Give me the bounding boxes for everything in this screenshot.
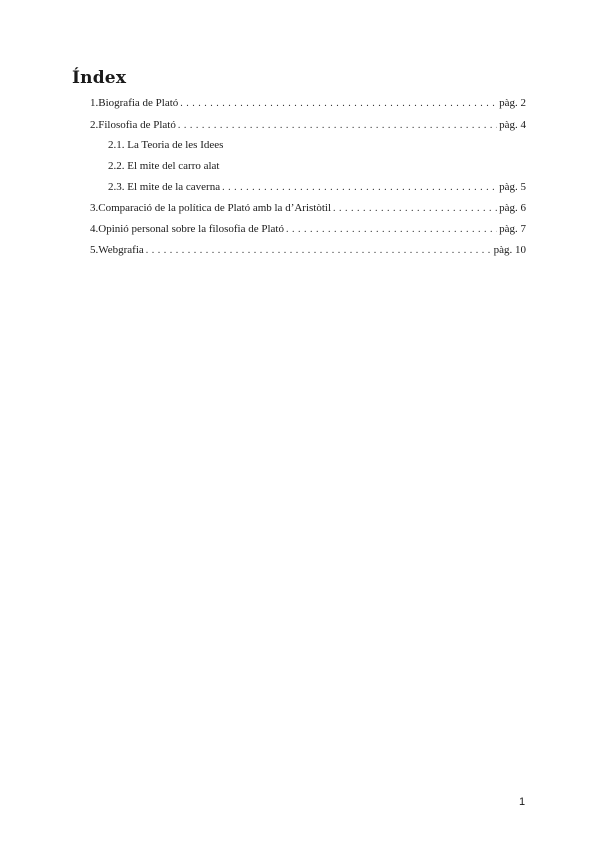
toc-entry-page: pàg. 2 — [499, 97, 526, 109]
toc-leader-dots — [286, 222, 497, 238]
toc-entry-number: 5. — [90, 244, 99, 256]
toc-entry-number: 4. — [90, 223, 99, 235]
toc-entry-label: 2.1. La Teoria de les Idees — [108, 139, 224, 151]
toc-leader-dots — [178, 118, 497, 134]
toc-entry-page: pàg. 10 — [493, 244, 526, 256]
page-title: Índex — [72, 68, 127, 88]
toc-entry-page: pàg. 5 — [499, 181, 526, 193]
toc-leader-dots — [180, 96, 497, 112]
toc-subentry-mite-carro[interactable] — [108, 158, 526, 174]
toc-entry-number: 2. — [90, 119, 99, 131]
toc-subentry-mite-caverna[interactable] — [108, 179, 526, 195]
toc-entry-filosofia[interactable] — [90, 117, 526, 133]
toc-entry-biografia[interactable] — [90, 95, 526, 111]
page-number: 1 — [519, 796, 526, 808]
toc-entry-opinio[interactable] — [90, 221, 526, 237]
toc-entry-page: pàg. 6 — [499, 202, 526, 214]
toc-leader-dots — [146, 243, 492, 259]
toc-entry-page: pàg. 4 — [499, 119, 526, 131]
toc-leader-dots — [222, 180, 497, 196]
toc-entry-label: Webgrafia — [98, 244, 144, 256]
toc-entry-number: 1. — [90, 97, 99, 109]
toc-entry-label: Filosofia de Plató — [98, 119, 176, 131]
toc-entry-label: Comparació de la política de Plató amb la d’Aristòtil — [98, 202, 332, 214]
toc-entry-label: 2.2. El mite del carro alat — [108, 160, 220, 172]
toc-entry-number: 3. — [90, 202, 99, 214]
toc-leader-dots — [333, 201, 497, 217]
toc-entry-label: 2.3. El mite de la caverna — [108, 181, 221, 193]
toc-entry-label: Biografia de Plató — [98, 97, 179, 109]
toc-entry-webgrafia[interactable] — [90, 242, 526, 258]
toc-entry-label: Opinió personal sobre la filosofia de Plató — [98, 223, 284, 235]
toc-entry-page: pàg. 7 — [499, 223, 526, 235]
toc-entry-comparacio[interactable] — [90, 200, 526, 216]
toc-subentry-teoria-idees[interactable] — [108, 137, 526, 153]
